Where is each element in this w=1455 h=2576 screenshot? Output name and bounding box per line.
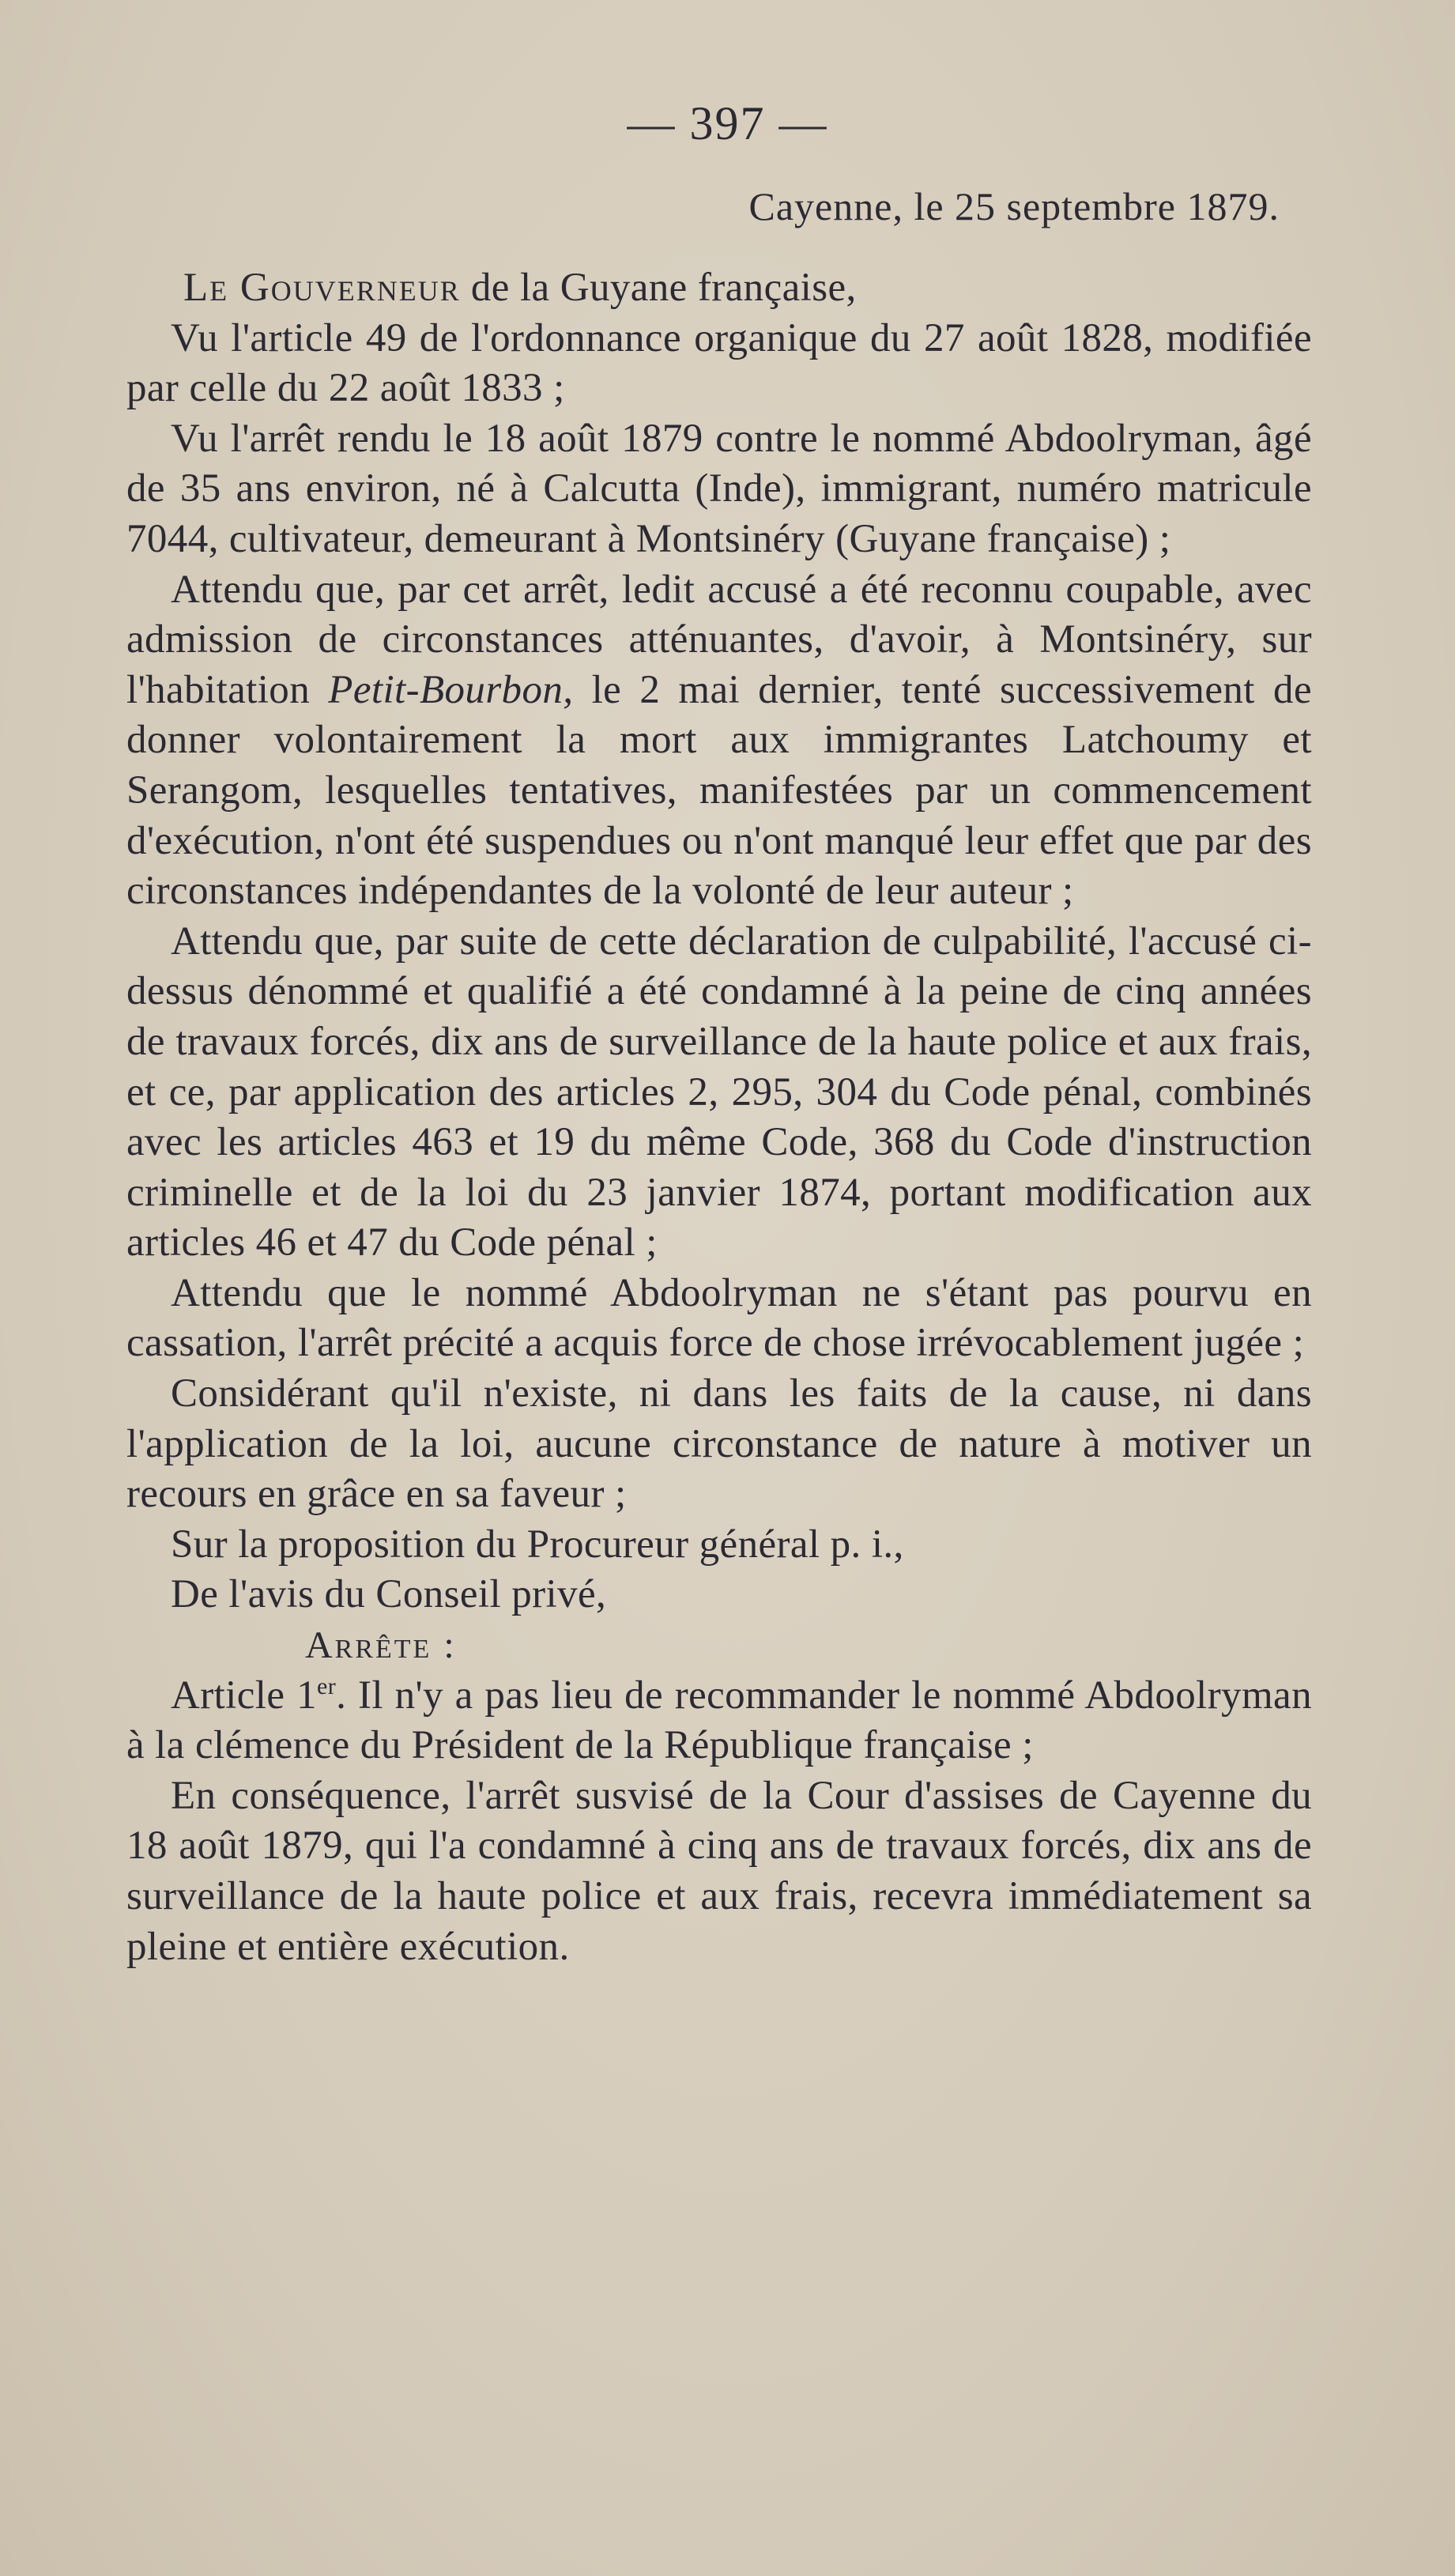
article-paragraph: [126, 1671, 1312, 1771]
opening-paragraph: [126, 263, 1312, 314]
article-label: Article 1: [171, 1673, 317, 1718]
article-text: . Il n'y a pas lieu de recommander le nommé Abdoolryman à la clémence du Président de la République française ;: [126, 1673, 1312, 1768]
article-superscript: er: [317, 1673, 337, 1699]
decree-body: [126, 263, 1312, 1972]
habitation-name: Petit-Bourbon,: [328, 667, 574, 712]
attendu-1-before: Attendu que, par cet arrêt, ledit accusé a été reconnu coupable, avec admission de circonstances atténuantes, d'avoir, à Montsinéry, sur l'habitation: [126, 567, 1312, 712]
vu-paragraph-2: Vu l'arrêt rendu le 18 août 1879 contre le nommé Abdoolryman, âgé de 35 ans environ, né à Calcutta (Inde), immigrant, numéro matricule 7044, cultivateur, demeurant à Montsinéry (Guyane française) ;: [126, 416, 1312, 561]
attendu-paragraph-3: Attendu que le nommé Abdoolryman ne s'étant pas pourvu en cassation, l'arrêt précité a acquis force de chose irrévocablement jugée ;: [126, 1270, 1312, 1366]
consequence-paragraph: En conséquence, l'arrêt susvisé de la Cour d'assises de Cayenne du 18 août 1879, qui l'a condamné à cinq ans de travaux forcés, dix ans de surveillance de la haute police et aux frais, recevra immédiatement sa pleine et entière exécution.: [126, 1773, 1312, 1969]
attendu-paragraph-2: Attendu que, par suite de cette déclaration de culpabilité, l'accusé ci-dessus dénommé et qualifié a été condamné à la peine de cinq années de travaux forcés, dix ans de surveillance de la haute police et aux frais, et ce, par application des articles 2, 295, 304 du Code pénal, combinés avec les articles 463 et 19 du même Code, 368 du Code d'instruction criminelle et de la loi du 23 janvier 1874, portant modification aux articles 46 et 47 du Code pénal ;: [126, 918, 1312, 1265]
considerant-paragraph: Considérant qu'il n'existe, ni dans les faits de la cause, ni dans l'application de la loi, aucune circonstance de nature à motiver un recours en grâce en sa faveur ;: [126, 1371, 1312, 1517]
page-number: — 397 —: [627, 97, 828, 149]
vu-paragraph-1: Vu l'article 49 de l'ordonnance organique du 27 août 1828, modifiée par celle du 22 août 1833 ;: [126, 315, 1312, 411]
attendu-paragraph-1: [126, 565, 1312, 917]
arrete-heading: Arrête :: [305, 1624, 457, 1667]
proposition-paragraph: Sur la proposition du Procureur général p. i.,: [171, 1522, 904, 1567]
opening-rest: de la Guyane française,: [460, 266, 857, 310]
governor-title: Le Gouverneur: [183, 266, 461, 310]
dateline: Cayenne, le 25 septembre 1879.: [748, 184, 1280, 228]
attendu-1-after: le 2 mai dernier, tenté successivement de donner volontairement la mort aux immigrantes Latchoumy et Serangom, lesquelles tentatives, manifestées par un commencement d'exécution, n'ont été suspendues ou n'ont manqué leur effet que par des circonstances indépendantes de la volonté de leur auteur ;: [126, 667, 1312, 914]
avis-paragraph: De l'avis du Conseil privé,: [171, 1572, 607, 1617]
